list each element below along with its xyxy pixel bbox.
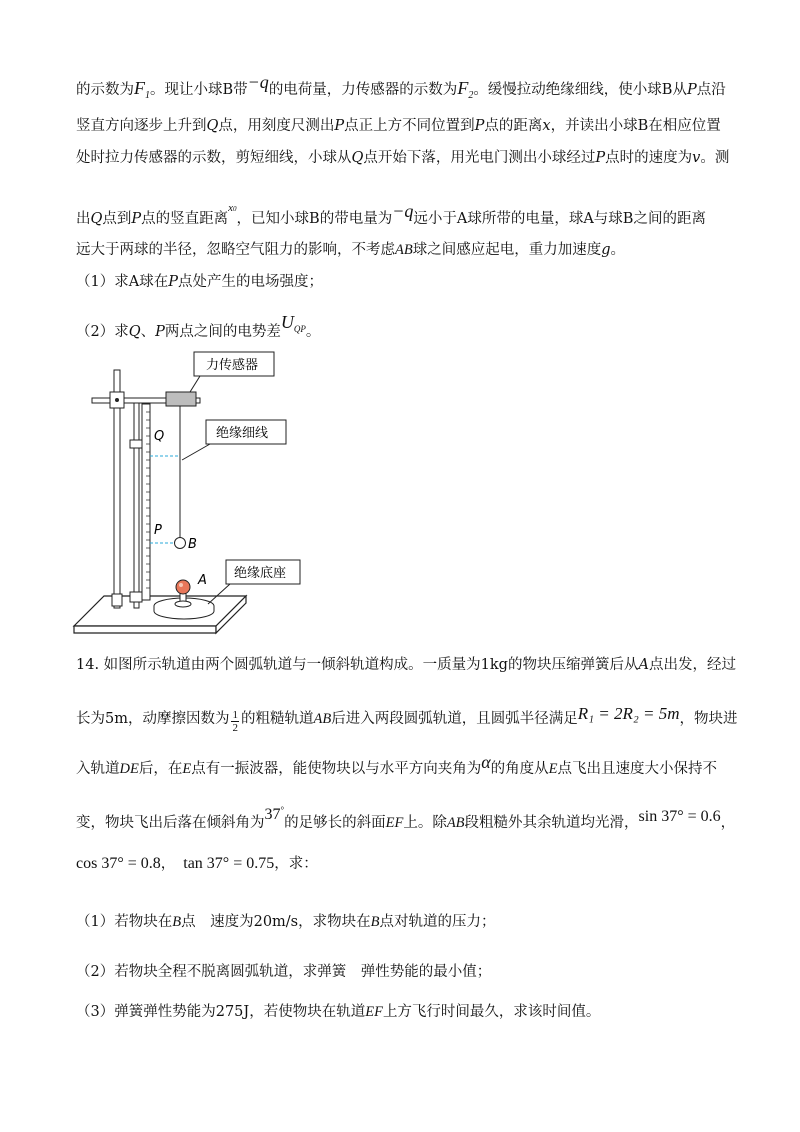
p13-line-4: 出Q点到P点的竖直距离$^{x0}$，已知小球B的带电量为−q远小于A球所带的电量，球A与球B之间的距离 (76, 201, 706, 227)
ball-A (176, 580, 190, 594)
text: 的电荷量，力传感器的示数为 (268, 82, 458, 98)
q14-part-3: （3）弹簧弹性势能为275J，若使物块在轨道EF上方飞行时间最久，求该时间值。 (76, 1004, 601, 1020)
math-37deg: 37° (264, 805, 285, 823)
callout-sensor-label: 力传感器 (206, 358, 259, 373)
q13-part-2: （2）求Q、P两点之间的电势差$U_{QP}$。 (76, 312, 321, 340)
label-A: A (198, 573, 207, 588)
label-P: P (154, 523, 162, 538)
q13-part-1: （1）求A球在P点处产生的电场强度； (76, 274, 323, 290)
p13-line-3: 处时拉力传感器的示数，剪短细线，小球从Q点开始下落，用光电门测出小球经过P点时的速度为v。测 (76, 150, 730, 166)
p14-line-3: 入轨道DE后，在E点有一振波器，能使物块以与水平方向夹角为α的角度从E点飞出且速度大小保持不 (76, 752, 718, 777)
text: 的示数为 (76, 82, 134, 98)
p14-line-1: 14. 如图所示轨道由两个圆弧轨道与一倾斜轨道构成。一质量为1kg的物块压缩弹簧后从A点出发，经过 (76, 657, 736, 673)
math-alpha: α (481, 752, 491, 772)
q14-part-1: （1）若物块在B点 速度为20m/s，求物块在B点对轨道的压力； (76, 914, 496, 930)
callout-thread-label: 绝缘细线 (216, 426, 269, 441)
p13-line-5: 远大于两球的半径，忽略空气阻力的影响，不考虑AB球之间感应起电，重力加速度g。 (76, 242, 626, 258)
text: 。现让小球B带 (150, 82, 248, 98)
apparatus-figure (66, 348, 306, 640)
label-Q: Q (154, 429, 165, 444)
p13-line-1 (76, 72, 726, 106)
p14-line-4: 变，物块飞出后落在倾斜角为37°的足够长的斜面EF上。除AB段粗糙外其余轨道均光滑，sin 37° = 0.6， (76, 805, 736, 831)
text: P (686, 82, 697, 98)
p13-line-2: 竖直方向逐步上升到Q点，用刻度尺测出P点正上方不同位置到P点的距离x，并读出小球B在相应位置 (76, 118, 721, 134)
math-R-eq: R₁ = 2R₂ = 5m (577, 704, 680, 723)
math-neg-q: −q (247, 72, 269, 92)
text: 点沿 (696, 82, 726, 98)
math-cos37: cos 37° = 0.8 (76, 855, 161, 872)
q14-part-2: （2）若物块全程不脱离圆弧轨道，求弹簧 弹性势能的最小值； (76, 964, 492, 980)
base-board-front (74, 626, 216, 633)
label-B: B (188, 537, 197, 552)
math-U-QP: $U_{QP}$ (280, 312, 306, 334)
stand-pole-2 (134, 398, 139, 608)
math-neg-q-2: −q (392, 201, 414, 221)
math-F2: $F_2$ (457, 78, 474, 101)
ruler (142, 404, 150, 600)
math-half: $\frac{1}{2}$ (232, 709, 238, 734)
p14-line-2: 长为5m，动摩擦因数为 $\frac{1}{2}$ 的粗糙轨道AB后进入两段圆弧轨道，且圆弧半径满足R₁ = 2R₂ = 5m，物块进 (76, 704, 738, 734)
p14-line-5: cos 37° = 0.8， tan 37° = 0.75，求： (76, 855, 318, 872)
math-x0: x0 (228, 202, 237, 214)
ball-B (175, 538, 186, 549)
math-tan37: tan 37° = 0.75 (183, 855, 275, 872)
force-sensor (166, 392, 196, 406)
callout-base-label: 绝缘底座 (234, 566, 287, 581)
math-F1: $F_1$ (134, 78, 150, 101)
text: 。缓慢拉动绝缘细线，使小球B从 (473, 82, 687, 98)
math-sin37: sin 37° = 0.6 (638, 808, 721, 825)
